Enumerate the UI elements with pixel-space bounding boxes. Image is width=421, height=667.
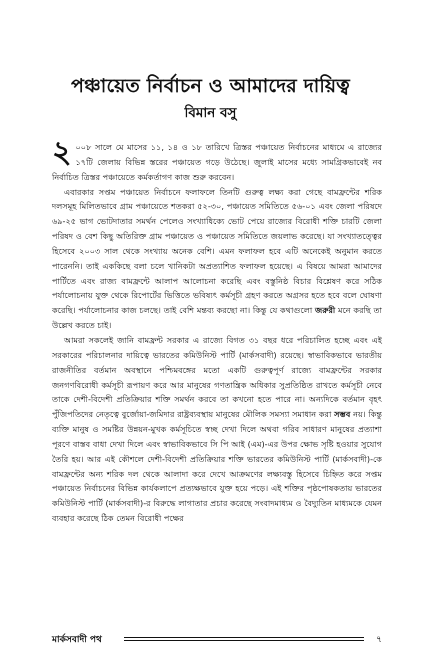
- paragraph-3: [52, 333, 382, 526]
- page-footer: [52, 632, 382, 646]
- article-author: বিমান বসু: [184, 105, 237, 121]
- paragraph-2: [52, 185, 382, 333]
- page-number: ৭: [376, 635, 382, 645]
- paragraph-3-text-a: আমরা সকলেই জানি বামফ্রন্ট সরকার এ রাজ্যে বিগত ৩১ বছর ধরে পরিচালিত হচ্ছে এবং এই সরকারের পরিচালনার দায়িত্বে ভারতের কমিউনিস্ট পার্টি (মার্কসবাদী) রয়েছে। স্বাভাবিকভাবে ভারতীয় রাজনীতির বর্তমান অবস্থানে পশ্চিমবঙ্গের মতো একটি গুরুত্বপূর্ণ রাজ্যে বামফ্রন্টের সরকার জনগণবিরোধী কর্মসূচী রূপায়ণ করে আর মানুষের গণতান্ত্রিক অধিকার সুপ্রতিষ্ঠিত রাখতে কর্মসূচী নেবে তাকে দেশী-বিদেশী প্রতিক্রিয়ার শক্তি সমর্থন করবে তা কখনো হতে পারে না। অন্যদিকে বর্তমান বৃহৎ পুঁজিপতিদের নেতৃত্বে বুর্জোয়া-জমিদার রাষ্ট্রব্যবস্থায় মানুষের মৌলিক সমস্যা সমাধান করা: [52, 334, 382, 420]
- paragraph-2-text-b: মনে করছি তা উল্লেখ করতে চাই।: [52, 305, 382, 331]
- paragraph-1-text: ০০৮ সালে মে মাসের ১১, ১৪ ও ১৮ তারিখে ত্রিস্তর পঞ্চায়েত নির্বাচনের মাধ্যমে এ রাজ্যের ১৭টি জেলায় বিভিন্ন স্তরের পঞ্চায়েত গড়ে উঠেছে। জুলাই মাসের মধ্যে সামগ্রিকভাবেই নব নির্বাচিত ত্রিস্তর পঞ্চায়েতে কর্মকর্তাগণ কাজ শুরু করবেন।: [52, 142, 382, 182]
- paragraph-3-text-b: নয়। কিন্তু ব্যক্তি মানুষ ও সমষ্টির উন্নয়ন-মুখক কর্মসূচিতে স্বচ্ছ দেখা দিলে অথবা গরিব সাধারণ মানুষের প্রত্যাশা পূরণে বাস্তব বাধা দেখা দিলে এবং স্বাভাবিকভাবে সি পি আই (এম)-এর উপর ক্ষোভ সৃষ্টি হওয়ার সুযোগ তৈরি হয়। আর এই কৌশলে দেশী-বিদেশী প্রতিক্রিয়ার শক্তি ভারতের কমিউনিস্ট পার্টি (মার্কসবাদী)-কে বামফ্রন্টের অন্য শরিক দল থেকে আলাদা করে দেখে আক্রমণের লক্ষ্যবস্তু হিসেবে চিহ্নিত করে সপ্তম পঞ্চায়েত নির্বাচনের বিভিন্ন কার্যকলাপে প্রত্যক্ষভাবে যুক্ত হয়ে পড়ে। এই শক্তির পৃষ্ঠপোষকতায় ভারতের কমিউনিস্ট পার্টি (মার্কসবাদী)-র বিরুদ্ধে লাগাতার প্রচার করেছে সংবাদমাধ্যম ও বৈদ্যুতিন মাধ্যমকে যেমন ব্যবহার করেছে ঠিক তেমন বিরোধী পক্ষের: [52, 409, 383, 524]
- drop-cap: ২: [52, 135, 72, 170]
- publication-name: মার্কসবাদী পথ: [52, 635, 102, 645]
- paragraph-1: [52, 135, 382, 185]
- paragraph-2-emphasis: জরুরী: [314, 305, 336, 316]
- paragraph-3-emphasis: সম্ভব: [334, 409, 351, 420]
- footer-rule: [124, 637, 364, 641]
- article-body: [52, 135, 383, 526]
- paragraph-2-text-a: এবারকার সপ্তম পঞ্চায়েত নির্বাচনে ফলাফলে তিনটি গুরুত্ব লক্ষ্য করা গেছে বামফ্রন্টের শরিক দলসমূহ মিলিতভাবে গ্রাম পঞ্চায়েতে শতকরা ৫২-৩০, পঞ্চায়েত সমিতিতে ৫৬-০১ এবং জেলা পরিষদে ৬৯-২৫ ভাগ ভোটদাতার সমর্থন পেলেও সংখ্যাধিক্যে ভোট পেয়ে রাজ্যের বিরোধী শক্তি চারটি জেলা পরিষদ ও বেশ কিছু অতিরিক্ত গ্রাম পঞ্চায়েত ও পঞ্চায়েত সমিতিতে জয়লাভ করেছে। যা সংখ্যাতত্ত্বের হিসেবে ২০০৩ সাল থেকে সংখ্যায় অনেক বেশি। এমন ফলাফল হবে এটি অনেকেই অনুমান করতে পারেননি। তাই এককিছে বলা চলে খানিকটা অপ্রত্যাশিত ফলাফল হয়েছে। এ বিষয়ে আমরা আমাদের পার্টিতে এবং রাজ্য বামফ্রন্টে আলাপ আলোচনা করেছি এবং বস্তুনিষ্ঠ বিচার বিশ্লেষণ করে সঠিক পর্যালোচনায় যুক্ত থেকে রিপোর্টের ভিত্তিতে ভবিষ্যৎ কর্মসূচী গ্রহণ করতে অগ্রসর হতে হবে বলে ঘোষণা করেছি। পর্যালোচনার কাজ চলছে। তাই বেশি মন্তব্য করছো না। কিন্তু যে কথাগুলো: [52, 186, 382, 316]
- article-title: পঞ্চায়েত নির্বাচন ও আমাদের দায়িত্ব: [71, 75, 350, 97]
